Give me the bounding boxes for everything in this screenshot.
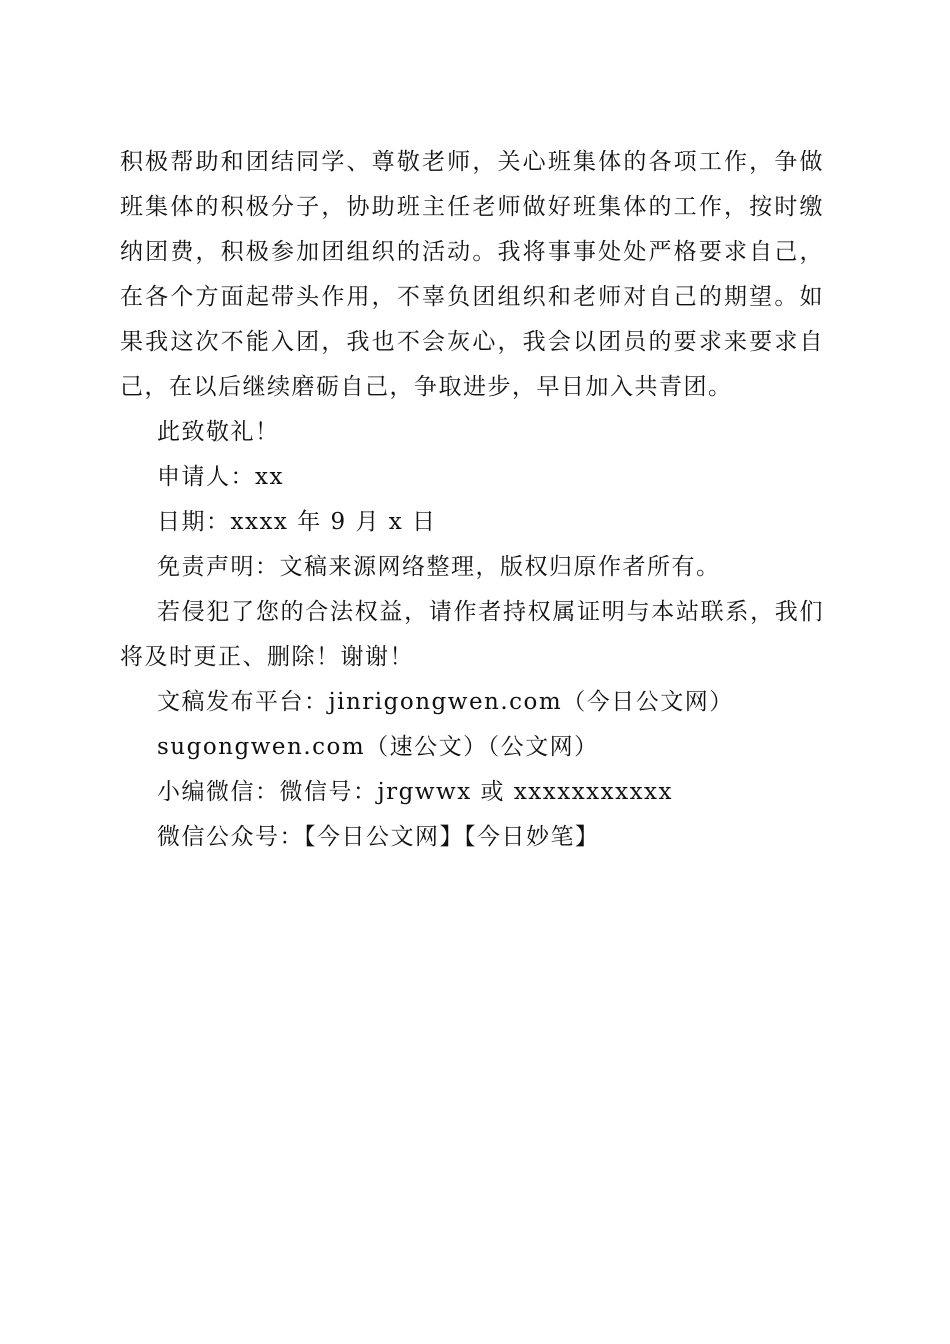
platform-line: 文稿发布平台：jinrigongwen.com（今日公文网） xyxy=(157,689,734,715)
official-account-line: 微信公众号：【今日公文网】【今日妙笔】 xyxy=(157,824,600,850)
platform-line-2: sugongwen.com（速公文）（公文网） xyxy=(157,734,599,760)
applicant-line: 申请人：xx xyxy=(157,464,284,490)
closing-line: 此致敬礼！ xyxy=(157,419,280,445)
body-paragraph: 积极帮助和团结同学、尊敬老师，关心班集体的各项工作，争做班集体的积极分子，协助班主任老师做好班集体的工作，按时缴纳团费，积极参加团组织的活动。我将事事处处严格要求自己，在各个方面起带头作用，不辜负团组织和老师对自己的期望。如果我这次不能入团，我也不会灰心，我会以团员的要求来要求自己，在以后继续磨砺自己，争取进步，早日加入共青团。 xyxy=(120,149,824,400)
editor-wechat-line: 小编微信：微信号：jrgwwx 或 xxxxxxxxxxx xyxy=(157,779,673,805)
infringement-notice: 若侵犯了您的合法权益，请作者持权属证明与本站联系，我们将及时更正、删除！谢谢！ xyxy=(120,599,824,670)
document-page xyxy=(120,140,824,860)
date-line: 日期：xxxx 年 9 月 x 日 xyxy=(157,509,437,535)
disclaimer-line: 免责声明：文稿来源网络整理，版权归原作者所有。 xyxy=(157,554,721,580)
